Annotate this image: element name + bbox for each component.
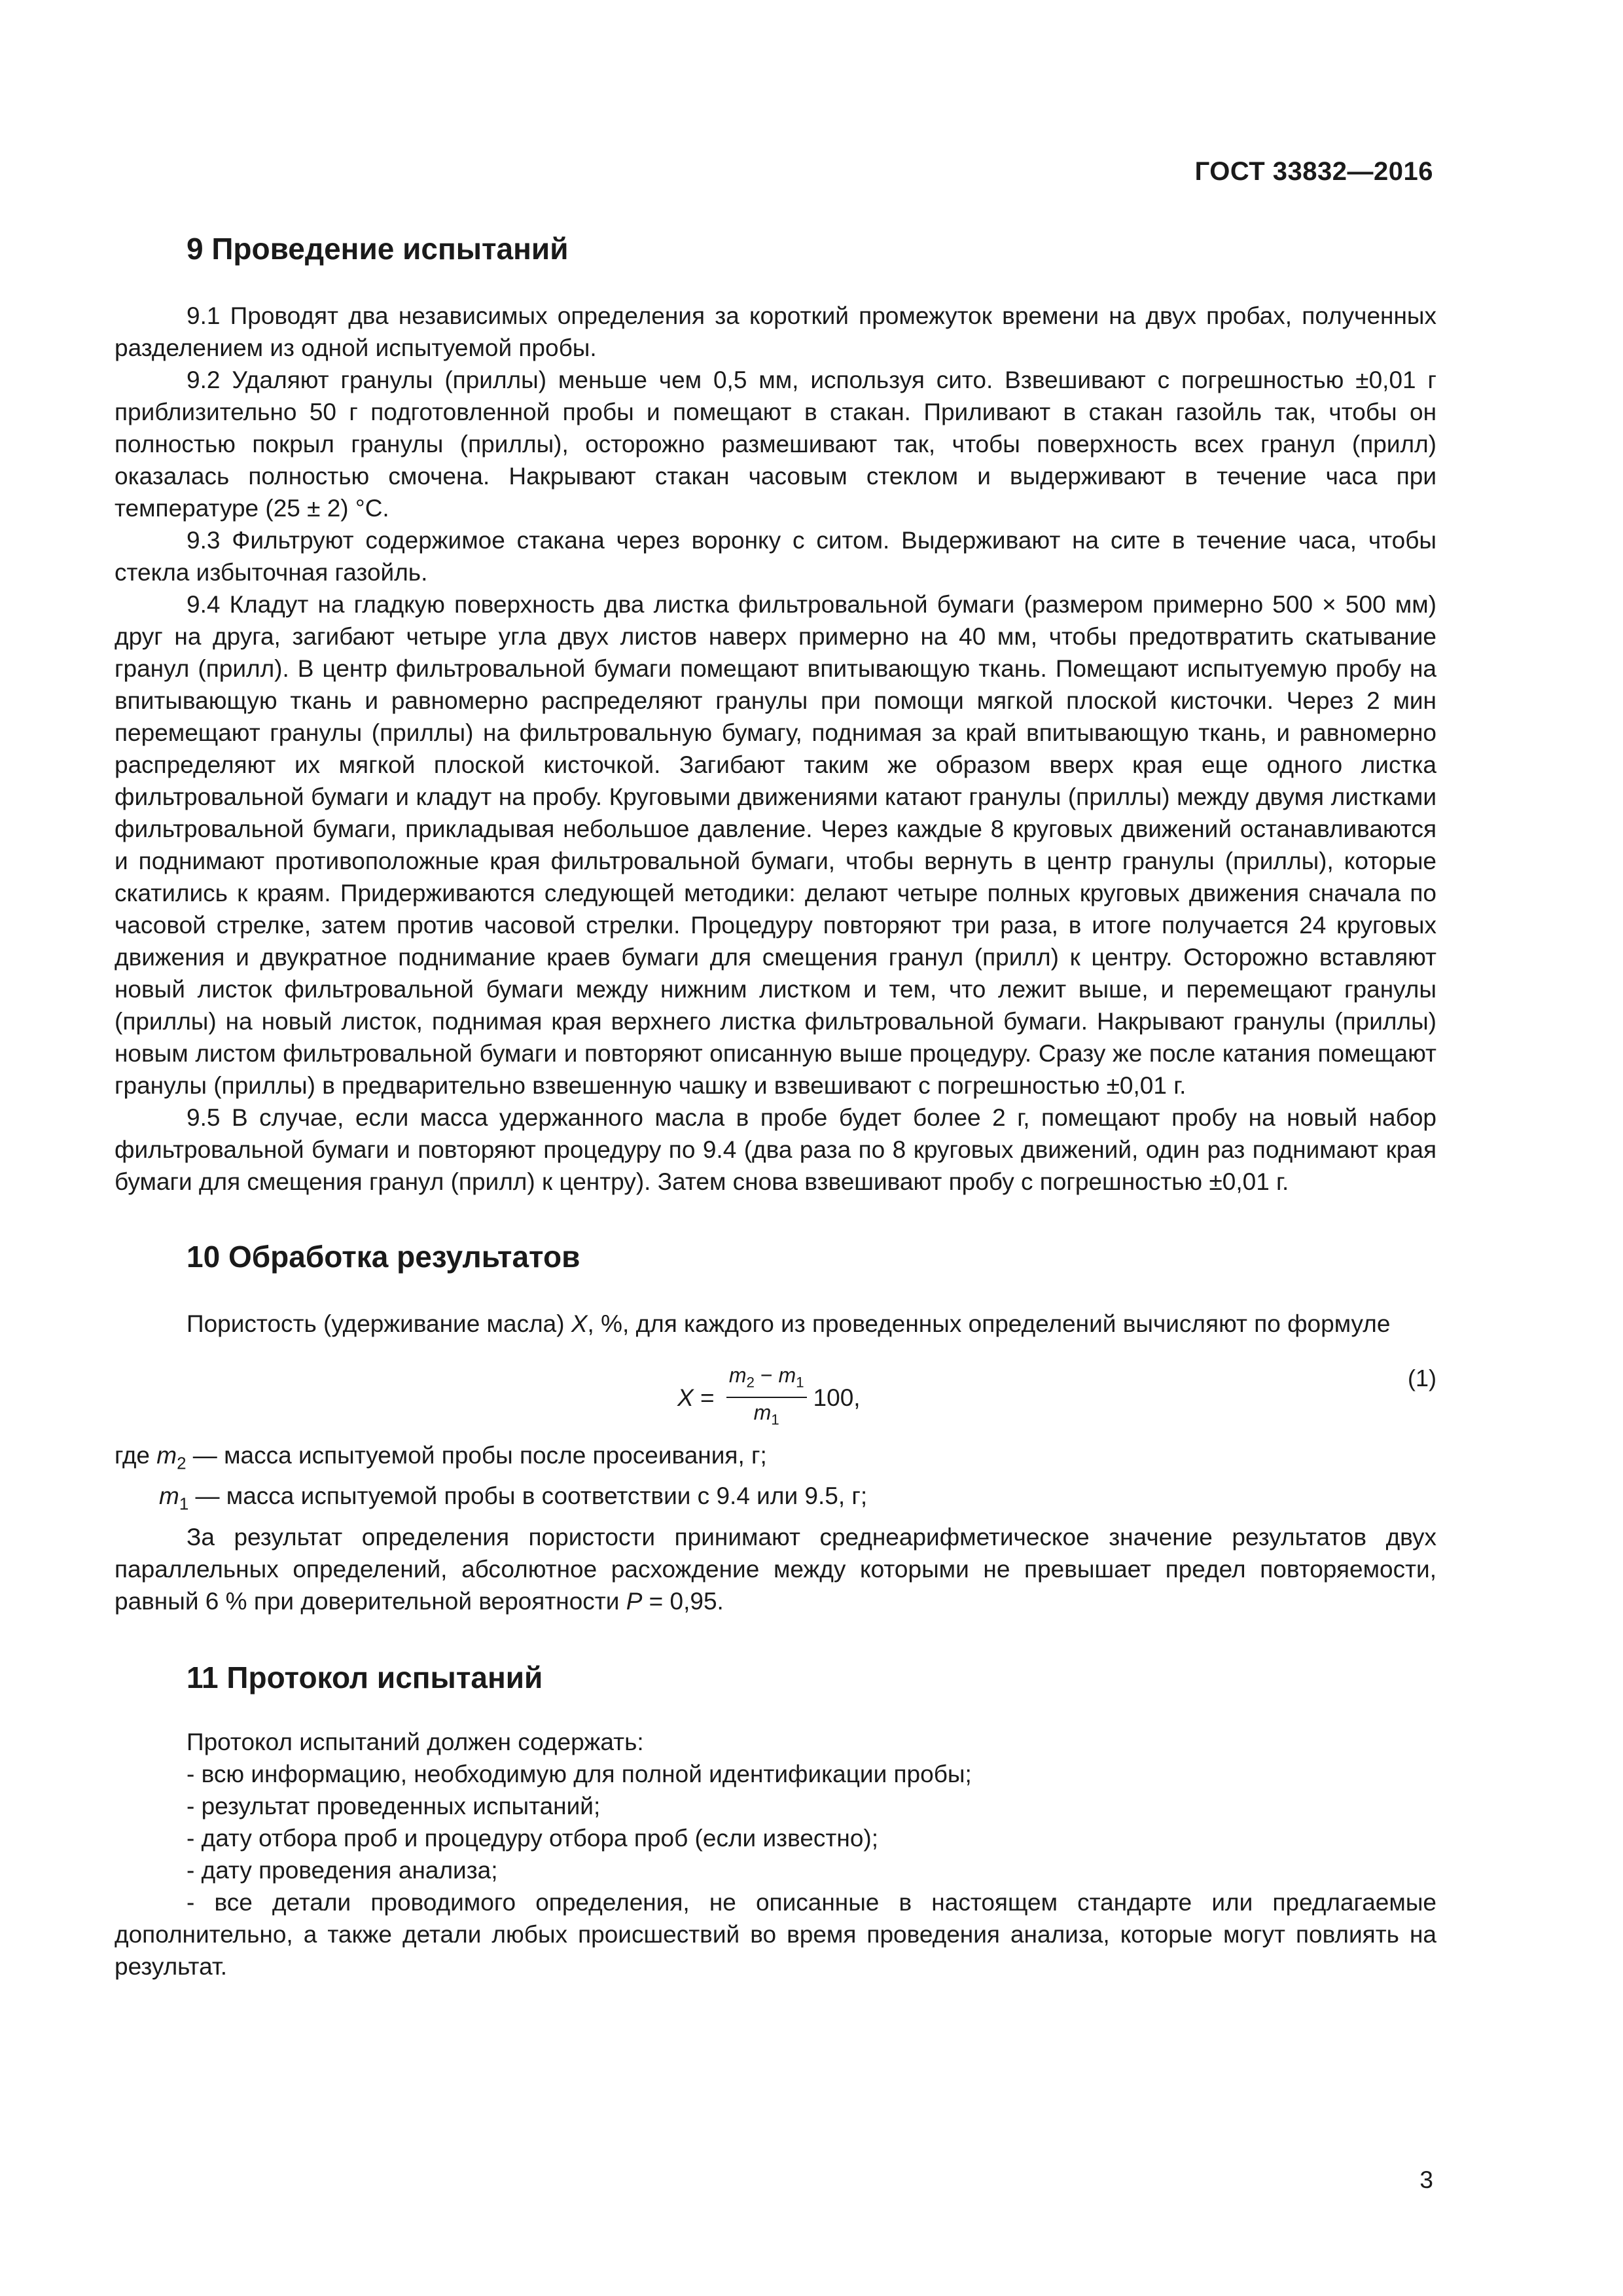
formula-equals: = — [693, 1384, 721, 1411]
equation-number: (1) — [1408, 1365, 1436, 1391]
protocol-intro: Протокол испытаний должен содержать: — [187, 1728, 644, 1755]
where-m2 — [115, 1439, 1436, 1480]
paragraph-9-4: 9.4 Кладут на гладкую поверхность два листка фильтровальной бумаги (размером примерно 500 × 500 мм) друг на друга, загибают четыре угла двух листов наверх примерно на 40 мм, чтобы предотвратить скатывание гранул (прилл). В центр фильтровальной бумаги помещают впитывающую ткань. Помещают испытуемую пробу на впитывающую ткань и равномерно распределяют гранулы при помощи мягкой плоской кисточки. Через 2 мин перемещают гранулы (приллы) на фильтровальную бумагу, поднимая за край впитывающую ткань, и равномерно распределяют их мягкой плоской кисточкой. Загибают таким же образом вверх края еще одного листка фильтровальной бумаги и кладут на пробу. Круговыми движениями катают гранулы (приллы) между двумя листками фильтровальной бумаги, прикладывая небольшое давление. Через каждые 8 круговых движений останавливаются и поднимают противоположные края фильтровальной бумаги, чтобы вернуть в центр гранулы (приллы), которые скатились к краям. Придерживаются следующей методики: делают четыре полных круговых движения сначала по часовой стрелке, затем против часовой стрелки. Процедуру повторяют три раза, в итоге получается 24 круговых движения и двукратное поднимание краев бумаги для смещения гранул (прилл) к центру. Осторожно вставляют новый листок фильтровальной бумаги между нижним листком и тем, что лежит выше, и перемещают гранулы (приллы) на новый листок, поднимая края верхнего листка фильтровальной бумаги. Накрывают гранулы (приллы) новым листом фильтровальной бумаги и повторяют описанную выше процедуру. Сразу же после катания помещают гранулы (приллы) в предварительно взвешенную чашку и взвешивают с погрешностью ±0,01 г. — [115, 591, 1436, 1099]
where-m1 — [115, 1480, 1436, 1520]
formula-numerator — [726, 1361, 807, 1398]
result-text-b: = 0,95. — [642, 1587, 724, 1615]
where-m2-text: — масса испытуемой пробы после просеивания, г; — [186, 1442, 767, 1469]
section-11-title: 11 Протокол испытаний — [187, 1660, 543, 1695]
intro-variable: X — [571, 1310, 588, 1337]
paragraph-9-2: 9.2 Удаляют гранулы (приллы) меньше чем 0,5 мм, используя сито. Взвешивают с погрешностью ±0,01 г приблизительно 50 г подготовленной пробы и помещают в стакан. Приливают в стакан газойль так, чтобы он полностью покрыл гранулы (приллы), осторожно размешивают так, чтобы поверхность всех гранул (прилл) оказалась полностью смочена. Накрывают стакан часовым стеклом и выдерживают в течение часа при температуре (25 ± 2) °С. — [115, 367, 1436, 522]
formula-lhs: X — [677, 1384, 694, 1411]
num-sub-1: 1 — [796, 1374, 804, 1391]
paragraph-9-3: 9.3 Фильтруют содержимое стакана через воронку с ситом. Выдерживают на сите в течение часа, чтобы стекла избыточная газойль. — [115, 527, 1436, 586]
protocol-item: - дату проведения анализа; — [187, 1856, 498, 1884]
formula-row — [115, 1354, 1436, 1439]
section-10-title: 10 Обработка результатов — [187, 1240, 580, 1274]
where-m1-sub: 1 — [179, 1495, 189, 1514]
num-sub-2: 2 — [746, 1374, 755, 1391]
intro-text-a: Пористость (удерживание масла) — [187, 1310, 571, 1337]
protocol-item: - результат проведенных испытаний; — [187, 1792, 601, 1820]
where-m2-sub: 2 — [177, 1454, 187, 1473]
where-lead: где — [115, 1442, 157, 1469]
section-9-title: 9 Проведение испытаний — [187, 232, 569, 266]
protocol-item: - все детали проводимого определения, не описанные в настоящем стандарте или предлагаемые дополнительно, а также детали любых происшествий во время проведения анализа, которые могут повлиять на результат. — [115, 1888, 1436, 1980]
num-m1-var: m — [778, 1363, 796, 1387]
result-variable: P — [626, 1587, 643, 1615]
document-code: ГОСТ 33832—2016 — [1194, 157, 1433, 186]
formula-fraction — [726, 1361, 807, 1435]
where-m2-var: m — [156, 1442, 177, 1469]
paragraph-9-1: 9.1 Проводят два независимых определения за короткий промежуток времени на двух пробах, полученных разделением из одной испытуемой пробы. — [115, 302, 1436, 361]
where-m1-text: — масса испытуемой пробы в соответствии с 9.4 или 9.5, г; — [188, 1482, 868, 1510]
page-content — [115, 229, 1436, 1982]
formula-factor: 100, — [813, 1384, 861, 1411]
protocol-item: - всю информацию, необходимую для полной идентификации пробы; — [187, 1760, 972, 1787]
paragraph-10-result — [115, 1521, 1436, 1617]
protocol-item: - дату отбора проб и процедуру отбора проб (если известно); — [187, 1824, 878, 1852]
page-number: 3 — [1419, 2166, 1433, 2193]
paragraph-10-intro — [115, 1308, 1436, 1340]
paragraph-9-5: 9.5 В случае, если масса удержанного масла в пробе будет более 2 г, помещают пробу на новый набор фильтровальной бумаги и повторяют процедуру по 9.4 (два раза по 8 круговых движений, один раз поднимают края бумаги для смещения гранул (прилл) к центру). Затем снова взвешивают пробу с погрешностью ±0,01 г. — [115, 1104, 1436, 1195]
den-sub-1: 1 — [771, 1411, 779, 1428]
where-m1-var: m — [159, 1482, 179, 1510]
formula-denominator — [754, 1398, 779, 1434]
den-m-var: m — [753, 1401, 772, 1425]
result-text-a: За результат определения пористости принимают среднеарифметическое значение результатов двух параллельных определений, абсолютное расхождение между которыми не превышает предел повторяемости, равный 6 % при доверительной вероятности — [115, 1523, 1436, 1615]
intro-text-b: , %, для каждого из проведенных определений вычисляют по формуле — [587, 1310, 1391, 1337]
formula — [677, 1361, 861, 1435]
num-m2-var: m — [728, 1363, 747, 1387]
num-minus: − — [754, 1363, 779, 1387]
